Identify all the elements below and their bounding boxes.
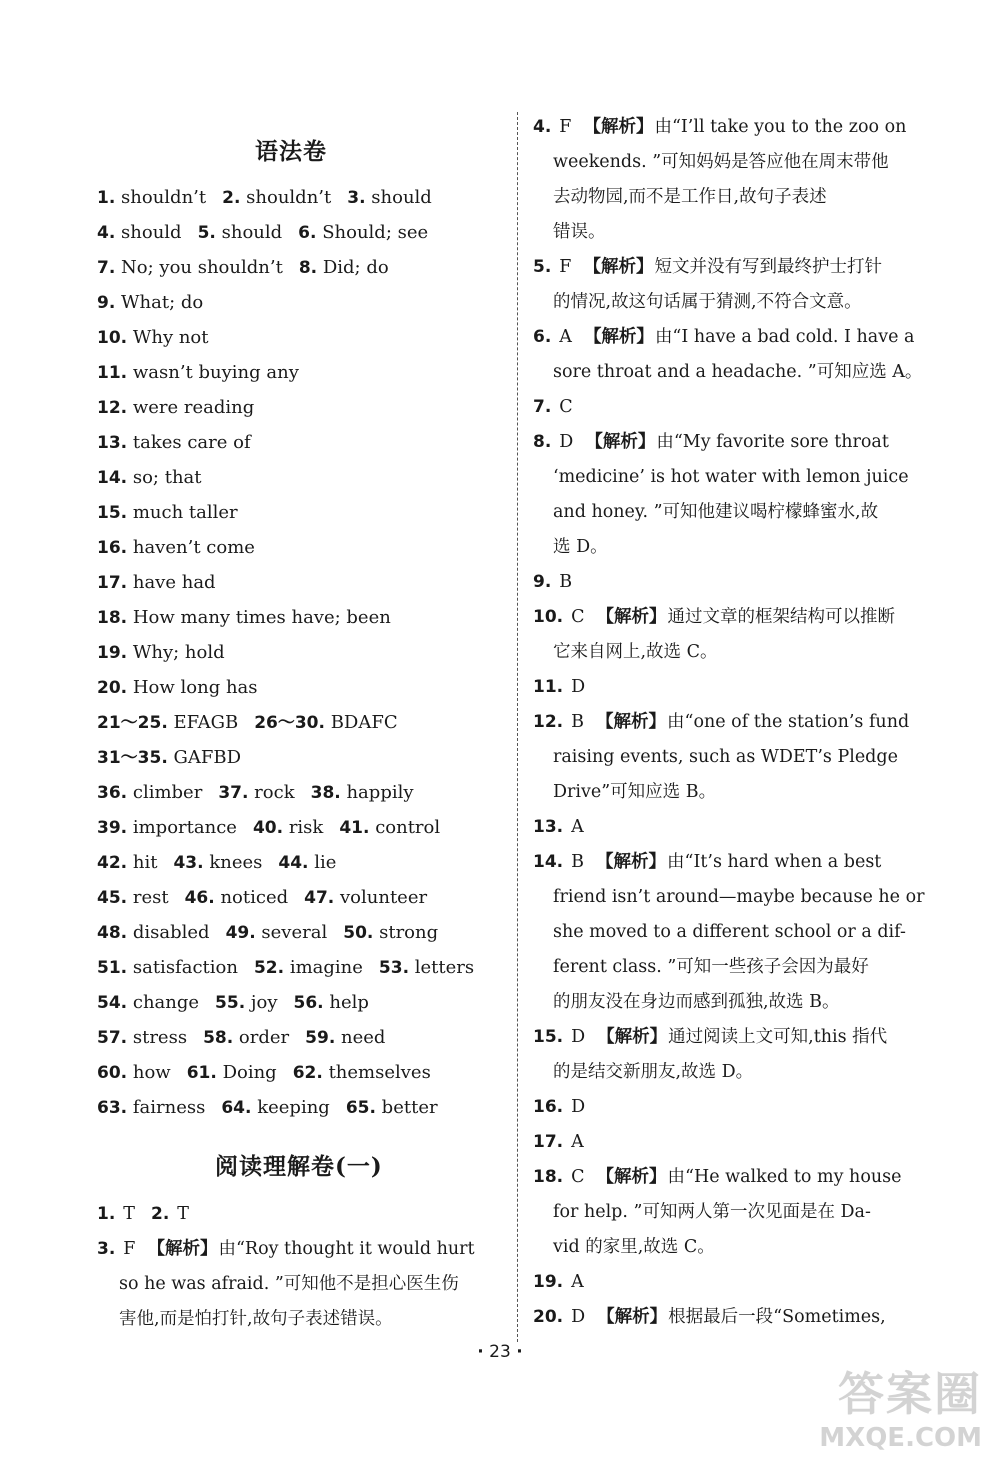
answer-text: stress (132, 1027, 188, 1048)
answer-text: should (121, 222, 182, 243)
question-number: 18. (97, 608, 128, 628)
answer-text: knees (209, 852, 263, 873)
explanation-line (553, 1195, 871, 1230)
question-number: 16. (533, 1097, 564, 1117)
explanation-line (553, 985, 840, 1020)
explanation-text: friend isn’t around—maybe because he or (553, 887, 925, 907)
explanation-line (119, 1267, 459, 1302)
explanation-text: 由“He walked to my house (667, 1167, 902, 1187)
question-number: 8. (298, 258, 318, 278)
question-number: 9. (97, 293, 116, 313)
analysis-tag: 【解析】 (585, 432, 656, 452)
question-number: 7. (97, 258, 116, 278)
question-number: 10. (533, 607, 564, 627)
question-number: 50. (343, 923, 374, 943)
answer-line (97, 880, 427, 916)
analysis-tag: 【解析】 (583, 327, 654, 347)
question-number: 52. (253, 958, 285, 978)
question-number: 44. (278, 853, 309, 873)
question-number: 15. (97, 503, 128, 523)
answer-line (533, 565, 572, 600)
question-number: 60. (97, 1063, 128, 1083)
answer-line (97, 320, 209, 356)
answer-line (97, 1197, 189, 1232)
explanation-text: and honey. ”可知他建议喝柠檬蜂蜜水,故 (553, 502, 879, 522)
question-number: 42. (97, 853, 128, 873)
answer-text: wasn’t buying any (132, 362, 299, 383)
answer-line (533, 1265, 584, 1300)
explanation-line (553, 530, 608, 565)
explanation-text: 由“Roy thought it would hurt (218, 1239, 475, 1259)
analysis-tag: 【解析】 (597, 1307, 668, 1327)
question-number: 1. (97, 1204, 116, 1224)
question-number: 12. (533, 712, 564, 732)
question-number: 20. (533, 1307, 564, 1327)
explanation-text: 去动物园,而不是工作日,故句子表述 (553, 187, 827, 207)
answer-text: change (132, 992, 200, 1013)
question-number: 56. (293, 993, 324, 1013)
answer-text: risk (288, 817, 324, 838)
watermark-top-text: 答案圈 (838, 1367, 982, 1421)
explanation-line (553, 740, 898, 775)
answer-line (533, 390, 573, 425)
answer-line (97, 215, 428, 251)
answer-line (97, 950, 474, 986)
question-number: 15. (533, 1027, 564, 1047)
question-number: 19. (533, 1272, 564, 1292)
answer-choice: C (559, 397, 573, 417)
answer-line (97, 1090, 438, 1126)
answer-text: climber (132, 782, 203, 803)
question-number: 11. (533, 677, 564, 697)
analysis-tag: 【解析】 (596, 607, 667, 627)
explanation-line (553, 355, 922, 390)
question-number: 11. (97, 363, 128, 383)
answer-line (97, 635, 225, 671)
answer-choice: B (571, 852, 584, 872)
answer-text: so; that (132, 467, 202, 488)
answer-choice: F (559, 117, 572, 137)
question-number: 51. (97, 958, 128, 978)
answer-text: EFAGB (173, 712, 239, 733)
explanation-text: 由“one of the station’s fund (667, 712, 910, 732)
answer-text: BDAFC (330, 712, 398, 733)
answer-line (533, 1020, 887, 1055)
question-number: 38. (310, 783, 341, 803)
answer-line (533, 1300, 886, 1335)
question-number: 13. (97, 433, 128, 453)
question-number: 4. (97, 223, 116, 243)
question-number: 1. (97, 188, 116, 208)
answer-text: rock (254, 782, 295, 803)
answer-choice: D (571, 1027, 586, 1047)
answer-text: hit (132, 852, 158, 873)
page-number: · 23 · (477, 1342, 523, 1362)
answer-line (97, 1232, 475, 1267)
answer-text: Doing (222, 1062, 277, 1083)
answer-text: letters (414, 957, 475, 978)
question-number: 65. (345, 1098, 376, 1118)
explanation-text: Drive”可知应选 B。 (553, 782, 717, 802)
explanation-text: 的情况,故这句话属于猜测,不符合文意。 (553, 292, 862, 312)
answer-choice: C (571, 607, 585, 627)
grammar-section-title: 语法卷 (255, 138, 327, 165)
explanation-text: ferent class. ”可知一些孩子会因为最好 (553, 957, 869, 977)
question-number: 59. (305, 1028, 336, 1048)
explanation-text: 的朋友没在身边而感到孤独,故选 B。 (553, 992, 840, 1012)
explanation-line (553, 635, 718, 670)
answer-text: several (261, 922, 328, 943)
answer-choice: C (571, 1167, 585, 1187)
site-watermark-logo (802, 1358, 982, 1453)
question-number: 41. (339, 818, 370, 838)
answer-line (97, 285, 203, 321)
answer-text: much taller (132, 502, 238, 523)
question-number: 17. (533, 1132, 564, 1152)
answer-text: strong (379, 922, 439, 943)
question-number: 6. (298, 223, 317, 243)
question-number: 13. (533, 817, 564, 837)
explanation-line (553, 1230, 715, 1265)
question-number: 2. (222, 188, 241, 208)
answer-text: how (132, 1062, 171, 1083)
question-number: 20. (97, 678, 128, 698)
page-number-value: 23 (489, 1342, 511, 1362)
answer-text: should (221, 222, 283, 243)
answer-line (533, 600, 895, 635)
answer-line (97, 705, 398, 741)
explanation-text: vid 的家里,故选 C。 (553, 1237, 715, 1257)
answer-line (97, 1055, 431, 1091)
answer-line (97, 915, 438, 951)
answer-text: were reading (132, 397, 255, 418)
answer-line (97, 565, 216, 601)
answer-text: fairness (132, 1097, 206, 1118)
answer-text: disabled (132, 922, 210, 943)
question-number: 47. (304, 888, 335, 908)
explanation-text: 它来自网上,故选 C。 (553, 642, 718, 662)
question-number: 45. (97, 888, 128, 908)
question-number: 57. (97, 1028, 128, 1048)
explanation-text: 害他,而是怕打针,故句子表述错误。 (119, 1309, 393, 1329)
answer-text: rest (132, 887, 169, 908)
answer-line (97, 985, 369, 1021)
answer-choice: F (559, 257, 572, 277)
answer-line (97, 670, 258, 706)
explanation-line (553, 775, 716, 810)
question-number: 31～35. (97, 748, 168, 768)
answer-text: importance (132, 817, 237, 838)
answer-line (97, 775, 414, 811)
answer-choice: A (559, 327, 572, 347)
question-number: 37. (218, 783, 249, 803)
explanation-text: 的是结交新朋友,故选 D。 (553, 1062, 754, 1082)
explanation-text: 由“It’s hard when a best (667, 852, 882, 872)
question-number: 53. (378, 958, 410, 978)
answer-text: shouldn’t (121, 187, 207, 208)
question-number: 18. (533, 1167, 564, 1187)
question-number: 64. (221, 1098, 252, 1118)
question-number: 36. (97, 783, 128, 803)
analysis-tag: 【解析】 (147, 1239, 218, 1259)
answer-line (97, 390, 254, 426)
answer-line (97, 810, 440, 846)
question-number: 10. (97, 328, 128, 348)
watermark-bottom-text: MXQE.COM (819, 1423, 982, 1453)
explanation-line (553, 215, 606, 250)
explanation-line (553, 950, 869, 985)
question-number: 54. (97, 993, 128, 1013)
question-number: 3. (97, 1239, 116, 1259)
question-number: 63. (97, 1098, 128, 1118)
answer-line (97, 355, 299, 391)
analysis-tag: 【解析】 (596, 712, 666, 732)
question-number: 17. (97, 573, 128, 593)
answer-text: takes care of (132, 432, 251, 453)
question-number: 12. (97, 398, 128, 418)
question-number: 21～25. (97, 713, 168, 733)
explanation-text: 通过文章的框架结构可以推断 (667, 607, 896, 627)
answer-text: noticed (220, 887, 289, 908)
answer-choice: B (559, 572, 573, 592)
answer-line (97, 740, 241, 776)
answer-line (533, 425, 889, 460)
answer-text: better (381, 1097, 438, 1118)
answer-line (97, 1020, 385, 1056)
explanation-text: 短文并没有写到最终护士打针 (654, 257, 882, 277)
analysis-tag: 【解析】 (596, 1167, 667, 1187)
explanation-text: 由“My favorite sore throat (656, 432, 889, 452)
answer-text: What; do (121, 292, 204, 313)
question-number: 6. (533, 327, 552, 347)
explanation-line (553, 285, 862, 320)
explanation-text: ‘medicine’ is hot water with lemon juice (553, 467, 909, 487)
explanation-line (553, 880, 925, 915)
explanation-line (553, 1055, 753, 1090)
question-number: 3. (347, 188, 366, 208)
question-number: 5. (533, 257, 552, 277)
answer-text: keeping (257, 1097, 330, 1118)
answer-choice: D (571, 677, 586, 697)
question-number: 39. (97, 818, 128, 838)
explanation-text: 由“I have a bad cold. I have a (654, 327, 915, 347)
answer-choice: A (571, 1132, 584, 1152)
answer-text: help (329, 992, 369, 1013)
answer-text: shouldn’t (246, 187, 332, 208)
question-number: 58. (203, 1028, 234, 1048)
answer-text: How many times have; been (132, 607, 391, 628)
reading-section-title: 阅读理解卷(一) (215, 1153, 383, 1180)
question-number: 8. (533, 432, 552, 452)
explanation-line (553, 180, 827, 215)
answer-text: volunteer (340, 887, 428, 908)
answer-text: imagine (289, 957, 363, 978)
answer-text: satisfaction (132, 957, 238, 978)
explanation-line (553, 495, 878, 530)
answer-text: haven’t come (132, 537, 255, 558)
answer-text: themselves (328, 1062, 431, 1083)
explanation-line (553, 145, 889, 180)
explanation-text: for help. ”可知两人第一次见面是在 Da- (553, 1202, 871, 1222)
answer-line (97, 495, 238, 531)
answer-choice: F (123, 1239, 136, 1259)
answer-line (533, 1125, 584, 1160)
question-number: 19. (97, 643, 128, 663)
answer-text: How long has (132, 677, 258, 698)
answer-choice: A (571, 817, 584, 837)
answer-choice: T (123, 1204, 135, 1224)
answer-text: Did; do (322, 257, 389, 278)
explanation-line (553, 460, 909, 495)
answer-line (533, 250, 882, 285)
answer-text: Why; hold (132, 642, 225, 663)
answer-text: have had (132, 572, 216, 593)
answer-choice: A (571, 1272, 584, 1292)
answer-line (533, 1160, 901, 1195)
answer-text: lie (314, 852, 337, 873)
explanation-line (553, 915, 906, 950)
question-number: 62. (292, 1063, 323, 1083)
explanation-text: 错误。 (553, 222, 606, 242)
question-number: 26～30. (254, 713, 325, 733)
answer-text: order (238, 1027, 290, 1048)
question-number: 40. (252, 818, 284, 838)
explanation-text: 通过阅读上文可知,this 指代 (668, 1027, 888, 1047)
explanation-text: so he was afraid. ”可知他不是担心医生伤 (119, 1274, 459, 1294)
question-number: 46. (184, 888, 215, 908)
answer-line (533, 810, 584, 845)
explanation-text: 根据最后一段“Sometimes, (668, 1307, 886, 1327)
analysis-tag: 【解析】 (583, 257, 654, 277)
question-number: 49. (225, 923, 256, 943)
answer-text: Should; see (322, 222, 429, 243)
question-number: 55. (215, 993, 246, 1013)
question-number: 43. (173, 853, 204, 873)
question-number: 48. (97, 923, 128, 943)
answer-line (97, 600, 391, 636)
question-number: 14. (533, 852, 564, 872)
answer-text: Why not (132, 327, 209, 348)
answer-line (97, 250, 389, 286)
question-number: 16. (97, 538, 128, 558)
explanation-line (119, 1302, 393, 1337)
answer-line (97, 530, 255, 566)
explanation-text: 选 D。 (553, 537, 608, 557)
answer-line (533, 110, 906, 145)
answer-choice: T (177, 1204, 189, 1224)
answer-text: should (371, 187, 432, 208)
answer-text: No; you shouldn’t (121, 257, 283, 278)
answer-line (97, 180, 432, 216)
answer-text: joy (250, 992, 278, 1013)
answer-line (97, 425, 251, 461)
question-number: 61. (186, 1063, 217, 1083)
answer-text: control (375, 817, 441, 838)
analysis-tag: 【解析】 (596, 852, 666, 872)
answer-line (533, 1090, 585, 1125)
answer-line (97, 460, 202, 496)
question-number: 4. (533, 117, 552, 137)
answer-choice: B (571, 712, 584, 732)
answer-choice: D (571, 1307, 586, 1327)
explanation-text: 由“I’ll take you to the zoo on (654, 117, 907, 137)
answer-line (533, 670, 585, 705)
analysis-tag: 【解析】 (583, 117, 654, 137)
question-number: 9. (533, 572, 552, 592)
answer-line (533, 705, 909, 740)
answer-line (533, 320, 914, 355)
answer-line (533, 845, 881, 880)
answer-text: happily (346, 782, 414, 803)
explanation-text: she moved to a different school or a dif- (553, 922, 906, 942)
question-number: 14. (97, 468, 128, 488)
question-number: 2. (150, 1204, 170, 1224)
column-divider (517, 112, 518, 1342)
answer-choice: D (571, 1097, 586, 1117)
question-number: 7. (533, 397, 552, 417)
answer-line (97, 845, 336, 881)
explanation-text: sore throat and a headache. ”可知应选 A。 (553, 362, 923, 382)
answer-text: need (341, 1027, 386, 1048)
explanation-text: weekends. ”可知妈妈是答应他在周末带他 (553, 152, 889, 172)
analysis-tag: 【解析】 (597, 1027, 668, 1047)
answer-choice: D (559, 432, 574, 452)
question-number: 5. (197, 223, 216, 243)
explanation-text: raising events, such as WDET’s Pledge (553, 747, 898, 767)
answer-text: GAFBD (173, 747, 242, 768)
